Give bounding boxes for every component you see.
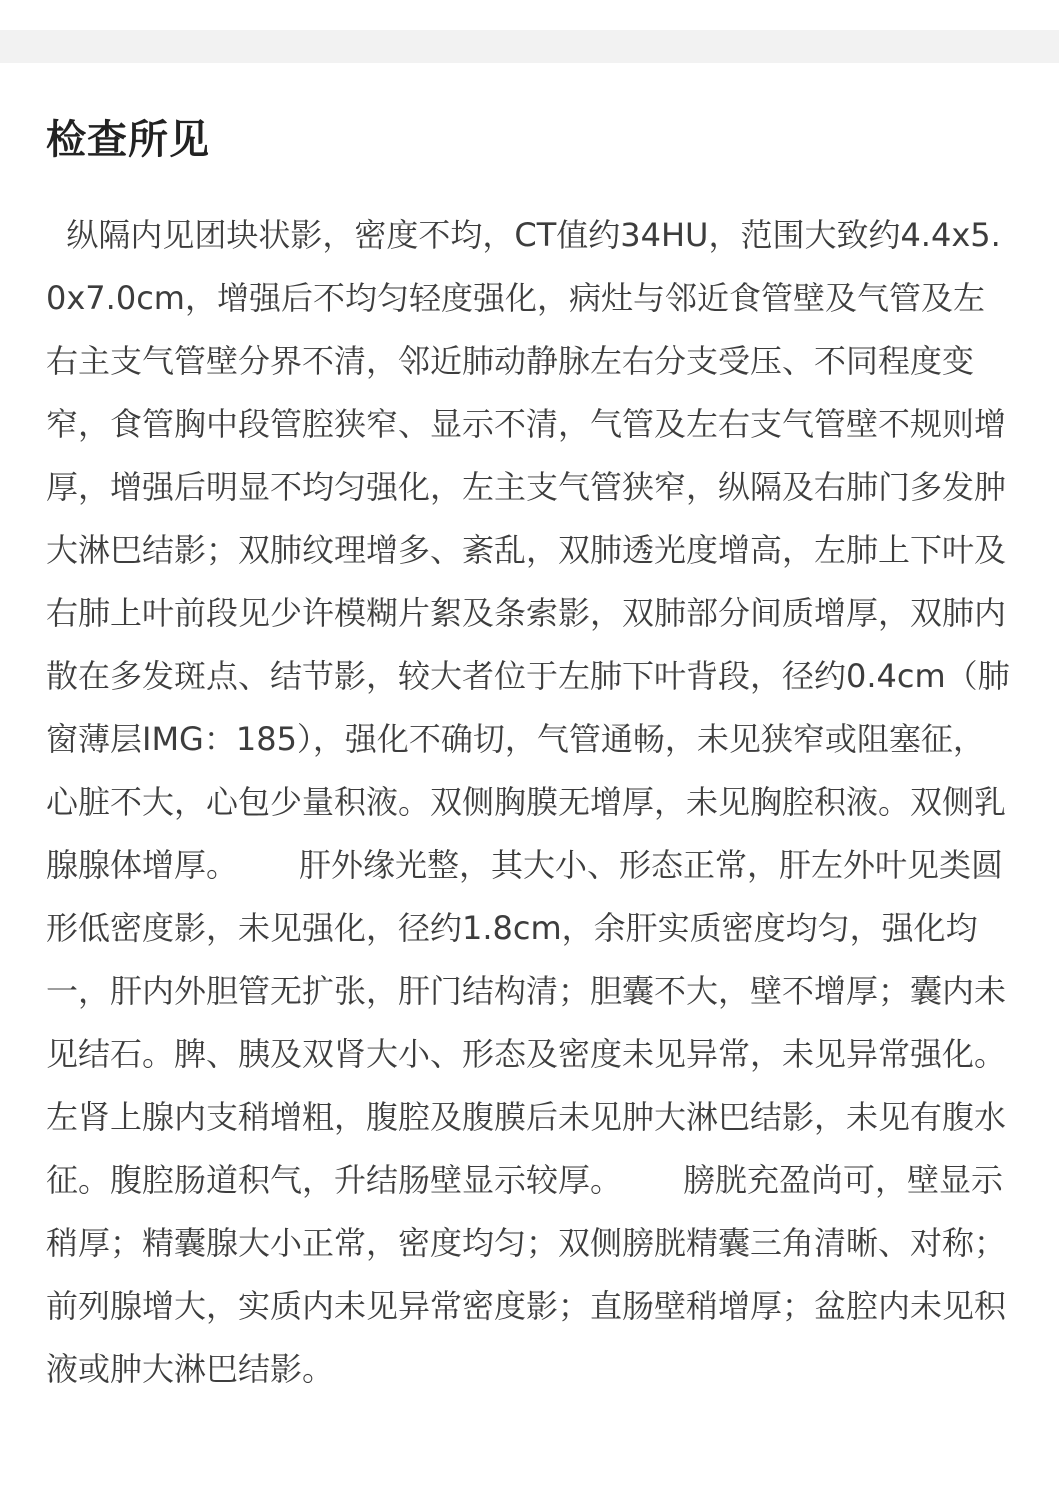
- top-strip: [0, 0, 1059, 30]
- section-title: 检查所见: [46, 117, 210, 163]
- header-separator-band: [0, 30, 1059, 63]
- report-findings-card: [0, 63, 1059, 1504]
- findings-text: 纵隔内见团块状影，密度不均，CT值约34HU，范围大致约4.4x5.0x7.0cm，增强后不均匀轻度强化，病灶与邻近食管壁及气管及左右主支气管壁分界不清，邻近肺动静脉左右分支受压、不同程度变窄，食管胸中段管腔狭窄、显示不清，气管及左右支气管壁不规则增厚，增强后明显不均匀强化，左主支气管狭窄，纵隔及右肺门多发肿大淋巴结影；双肺纹理增多、紊乱，双肺透光度增高，左肺上下叶及右肺上叶前段见少许模糊片絮及条索影，双肺部分间质增厚，双肺内散在多发斑点、结节影，较大者位于左肺下叶背段，径约0.4cm（肺窗薄层IMG：185），强化不确切，气管通畅，未见狭窄或阻塞征，心脏不大，心包少量积液。双侧胸膜无增厚，未见胸腔积液。双侧乳腺腺体增厚。 肝外缘光整，其大小、形态正常，肝左外叶见类圆形低密度影，未见强化，径约1.8cm，余肝实质密度均匀，强化均一，肝内外胆管无扩张，肝门结构清；胆囊不大，壁不增厚；囊内未见结石。脾、胰及双肾大小、形态及密度未见异常，未见异常强化。左肾上腺内支稍增粗，腹腔及腹膜后未见肿大淋巴结影，未见有腹水征。腹腔肠道积气，升结肠壁显示较厚。 膀胱充盈尚可，壁显示稍厚；精囊腺大小正常，密度均匀；双侧膀胱精囊三角清晰、对称；前列腺增大，实质内未见异常密度影；直肠壁稍增厚；盆腔内未见积液或肿大淋巴结影。: [46, 216, 1010, 1388]
